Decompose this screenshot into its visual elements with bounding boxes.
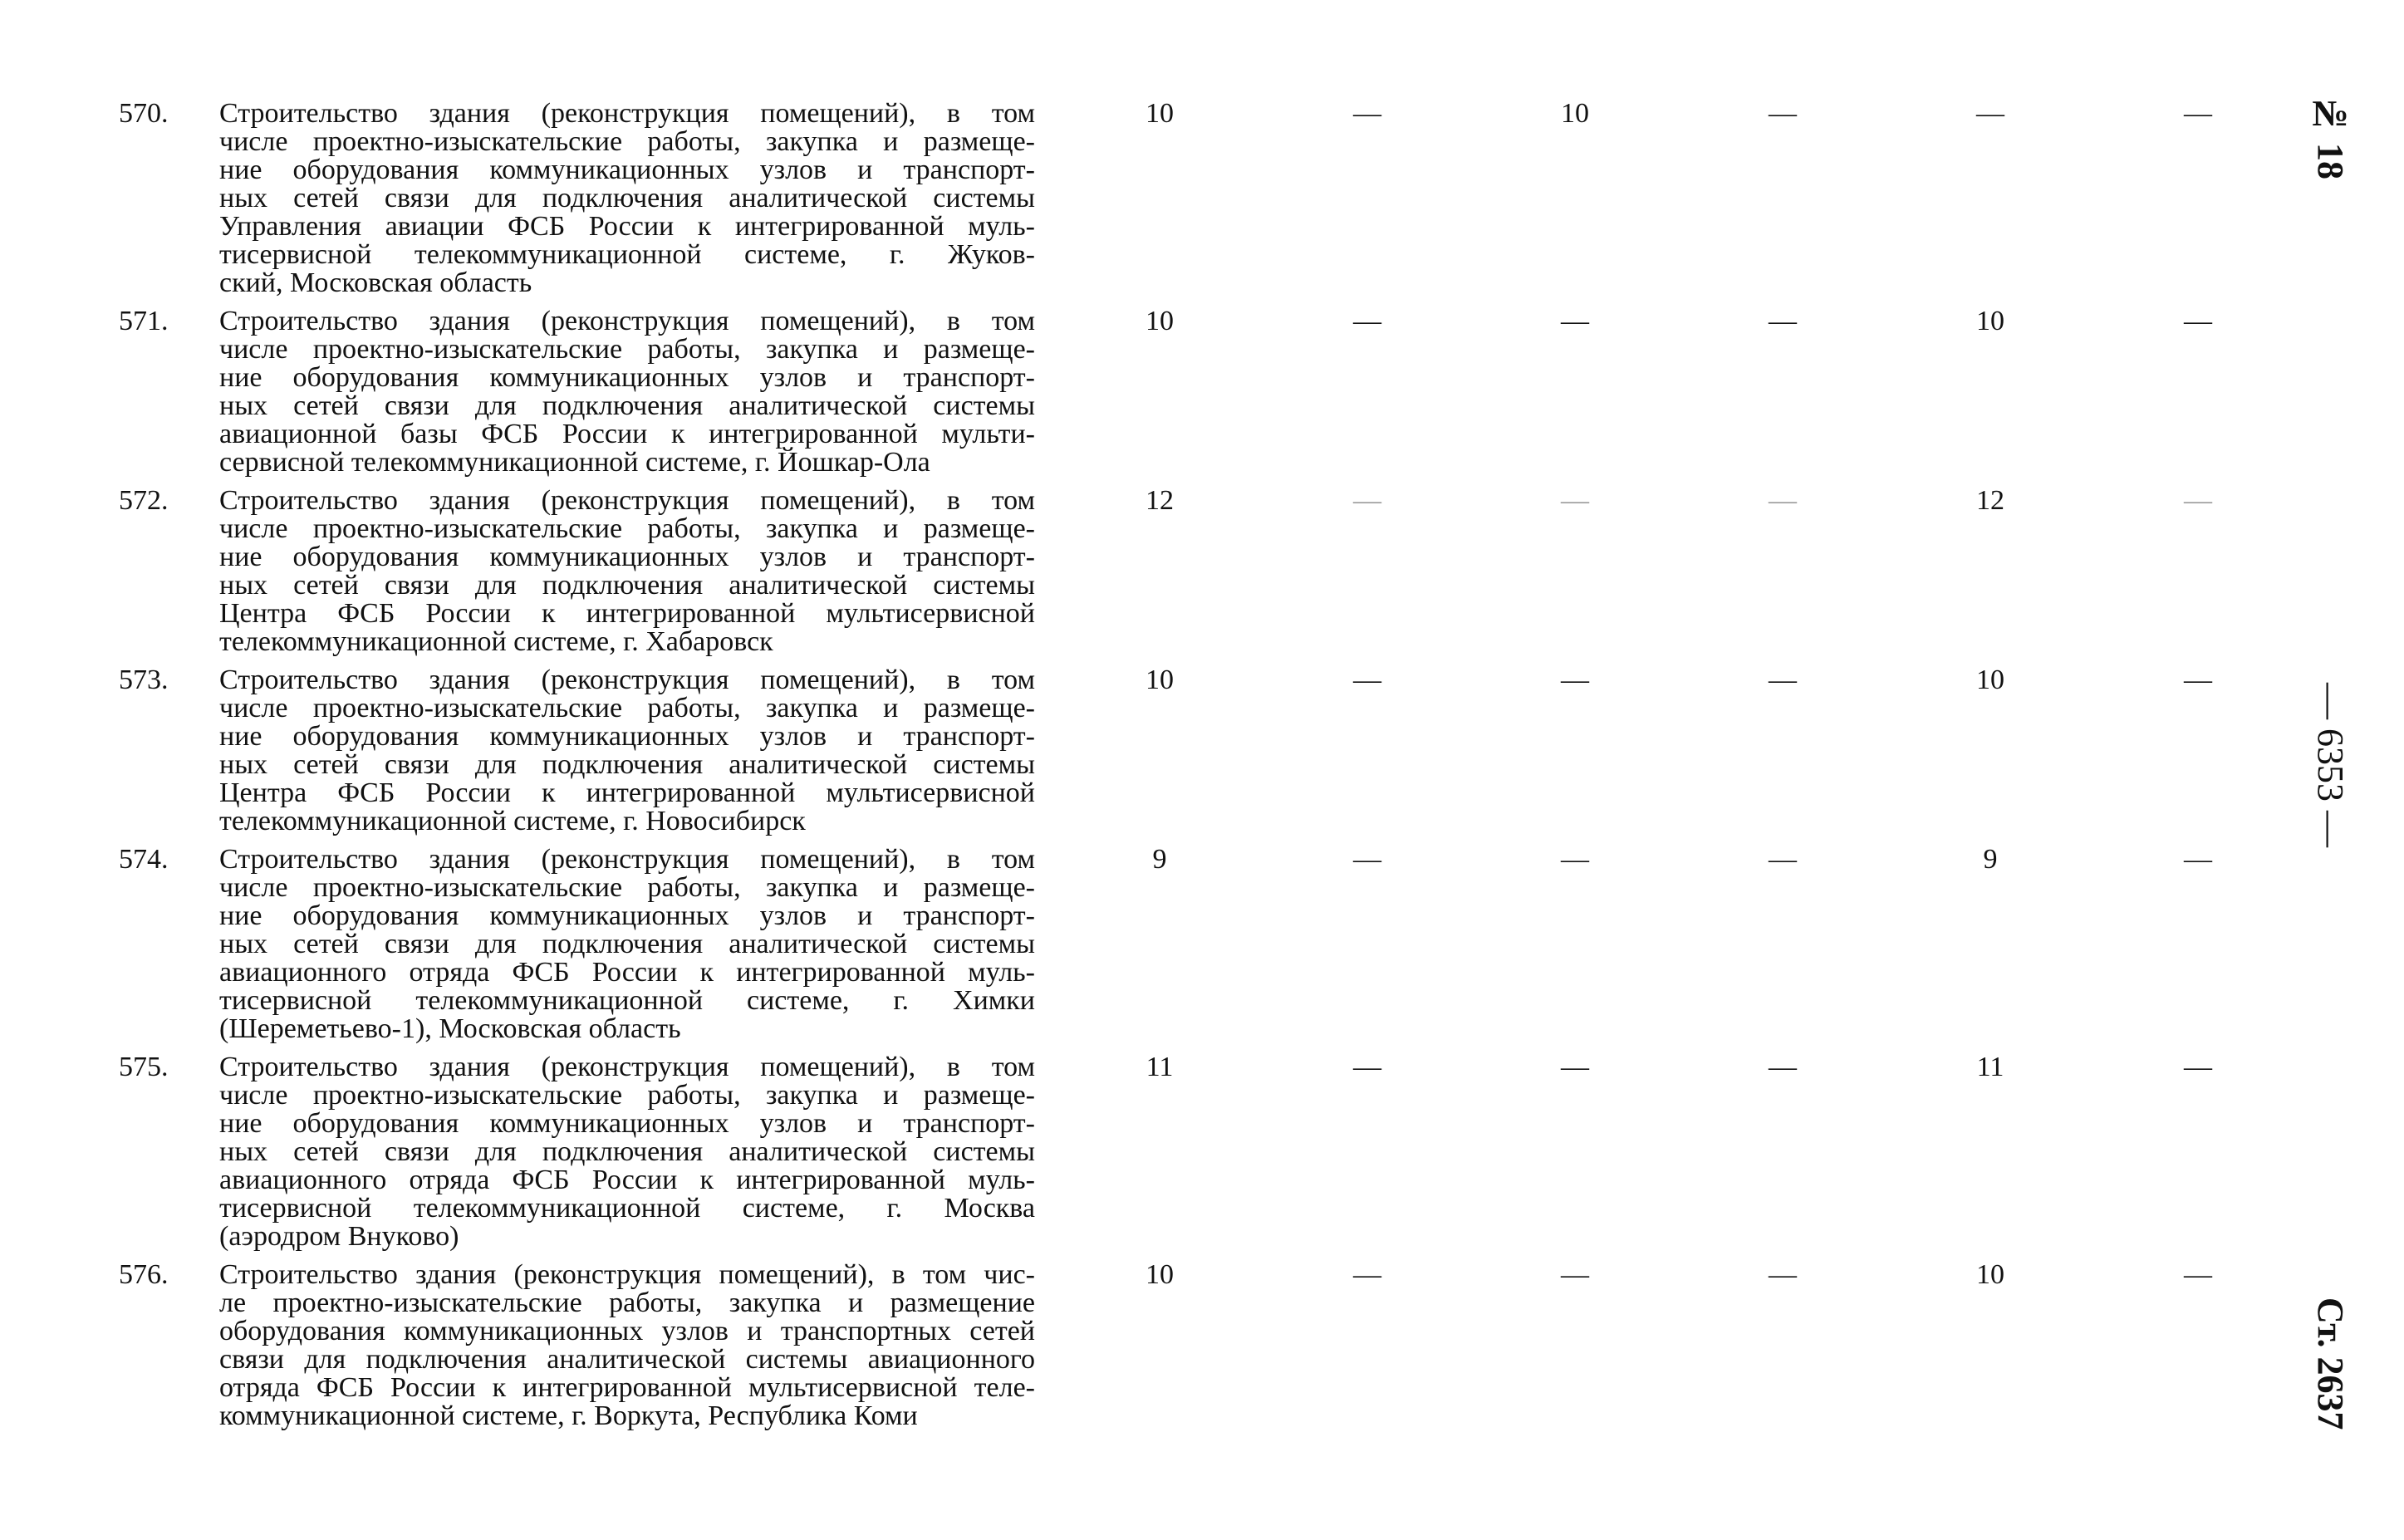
cell-col6: — — [2184, 98, 2212, 129]
description-line: ние оборудования коммуникационных узлов и транспорт- — [219, 542, 1035, 572]
description-line: телекоммуникационной системе, г. Новосибирск — [219, 806, 806, 836]
description-line: оборудования коммуникационных узлов и транспортных сетей — [219, 1316, 1035, 1346]
description-line: ние оборудования коммуникационных узлов и транспорт- — [219, 900, 1035, 931]
cell-col1: 10 — [1146, 306, 1174, 336]
entry-description — [219, 1053, 1035, 1251]
cell-col6: — — [2184, 1052, 2212, 1082]
description-line: Строительство здания (реконструкция помещений), в том чис- — [219, 1259, 1035, 1290]
entry-description — [219, 307, 1035, 477]
description-line: ных сетей связи для подключения аналитической системы — [219, 183, 1035, 213]
cell-col2: — — [1353, 306, 1381, 336]
entry-description — [219, 100, 1035, 297]
cell-col5: 9 — [1983, 844, 1998, 875]
cell-col3: — — [1561, 665, 1589, 695]
entry-number: 576. — [119, 1259, 169, 1290]
description-line: Строительство здания (реконструкция помещений), в том — [219, 485, 1035, 516]
cell-col4: — — [1769, 1052, 1797, 1082]
description-line: ние оборудования коммуникационных узлов и транспорт- — [219, 721, 1035, 752]
description-line: ле проектно-изыскательские работы, закупка и размещение — [219, 1287, 1035, 1318]
cell-col4: — — [1769, 98, 1797, 129]
cell-col3: — — [1561, 1259, 1589, 1290]
description-line: (Шереметьево-1), Московская область — [219, 1013, 681, 1044]
cell-col1: 9 — [1152, 844, 1167, 875]
description-line: авиационного отряда ФСБ России к интегрированной муль- — [219, 1165, 1035, 1195]
description-line: Строительство здания (реконструкция помещений), в том — [219, 665, 1035, 695]
cell-col2: — — [1353, 98, 1381, 129]
description-line: ние оборудования коммуникационных узлов и транспорт- — [219, 154, 1035, 185]
cell-col5: — — [1976, 98, 2004, 129]
cell-col2: — — [1353, 844, 1381, 875]
cell-col5: 12 — [1976, 485, 2004, 516]
description-line: ский, Московская область — [219, 267, 532, 298]
cell-col6: — — [2184, 1259, 2212, 1290]
description-line: числе проектно-изыскательские работы, закупка и размеще- — [219, 1080, 1035, 1111]
cell-col1: 12 — [1146, 485, 1174, 516]
description-line: тисервисной телекоммуникационной системе, г. Москва — [219, 1193, 1035, 1224]
description-line: Строительство здания (реконструкция помещений), в том — [219, 1052, 1035, 1082]
cell-col3: — — [1561, 844, 1589, 875]
description-line: числе проектно-изыскательские работы, закупка и размеще- — [219, 693, 1035, 723]
cell-col3: — — [1561, 485, 1589, 516]
description-line: телекоммуникационной системе, г. Хабаровск — [219, 626, 773, 657]
description-line: авиационной базы ФСБ России к интегрированной мульти- — [219, 419, 1035, 449]
cell-col2: — — [1353, 485, 1381, 516]
description-line: Строительство здания (реконструкция помещений), в том — [219, 306, 1035, 336]
description-line: тисервисной телекоммуникационной системе, г. Химки — [219, 985, 1035, 1016]
page-number: — 6353 — — [2310, 683, 2351, 847]
entry-number: 570. — [119, 98, 169, 129]
cell-col4: — — [1769, 306, 1797, 336]
cell-col2: — — [1353, 1052, 1381, 1082]
cell-col3: — — [1561, 1052, 1589, 1082]
entry-description — [219, 846, 1035, 1043]
description-line: числе проектно-изыскательские работы, закупка и размеще- — [219, 126, 1035, 157]
cell-col5: 11 — [1976, 1052, 2004, 1082]
description-line: ных сетей связи для подключения аналитической системы — [219, 390, 1035, 421]
cell-col4: — — [1769, 844, 1797, 875]
description-line: ных сетей связи для подключения аналитической системы — [219, 1136, 1035, 1167]
entry-number: 572. — [119, 485, 169, 516]
entry-number: 575. — [119, 1052, 169, 1082]
cell-col5: 10 — [1976, 1259, 2004, 1290]
entry-description — [219, 666, 1035, 836]
description-line: тисервисной телекоммуникационной системе, г. Жуков- — [219, 239, 1035, 270]
cell-col1: 10 — [1146, 98, 1174, 129]
cell-col1: 10 — [1146, 665, 1174, 695]
cell-col3: — — [1561, 306, 1589, 336]
description-line: коммуникационной системе, г. Воркута, Республика Коми — [219, 1400, 918, 1431]
description-line: авиационного отряда ФСБ России к интегрированной муль- — [219, 957, 1035, 988]
cell-col3: 10 — [1561, 98, 1589, 129]
entry-number: 574. — [119, 844, 169, 875]
description-line: ных сетей связи для подключения аналитической системы — [219, 570, 1035, 601]
description-line: отряда ФСБ России к интегрированной мультисервисной теле- — [219, 1372, 1035, 1403]
description-line: ние оборудования коммуникационных узлов и транспорт- — [219, 362, 1035, 393]
cell-col1: 10 — [1146, 1259, 1174, 1290]
description-line: Центра ФСБ России к интегрированной мультисервисной — [219, 598, 1035, 629]
issue-number: № 18 — [2310, 93, 2351, 179]
cell-col4: — — [1769, 485, 1797, 516]
description-line: Управления авиации ФСБ России к интегрированной муль- — [219, 211, 1035, 242]
description-line: (аэродром Внуково) — [219, 1221, 459, 1252]
description-line: Центра ФСБ России к интегрированной мультисервисной — [219, 777, 1035, 808]
description-line: Строительство здания (реконструкция помещений), в том — [219, 844, 1035, 875]
cell-col1: 11 — [1146, 1052, 1174, 1082]
entry-number: 571. — [119, 306, 169, 336]
cell-col2: — — [1353, 665, 1381, 695]
cell-col4: — — [1769, 1259, 1797, 1290]
description-line: числе проектно-изыскательские работы, закупка и размеще- — [219, 513, 1035, 544]
description-line: Строительство здания (реконструкция помещений), в том — [219, 98, 1035, 129]
entry-number: 573. — [119, 665, 169, 695]
description-line: ние оборудования коммуникационных узлов и транспорт- — [219, 1108, 1035, 1139]
description-line: связи для подключения аналитической системы авиационного — [219, 1344, 1035, 1375]
cell-col6: — — [2184, 665, 2212, 695]
description-line: числе проектно-изыскательские работы, закупка и размеще- — [219, 334, 1035, 365]
entry-description — [219, 487, 1035, 656]
cell-col6: — — [2184, 485, 2212, 516]
description-line: сервисной телекоммуникационной системе, г. Йошкар-Ола — [219, 447, 930, 478]
cell-col6: — — [2184, 306, 2212, 336]
description-line: ных сетей связи для подключения аналитической системы — [219, 929, 1035, 959]
cell-col5: 10 — [1976, 665, 2004, 695]
description-line: числе проектно-изыскательские работы, закупка и размеще- — [219, 872, 1035, 903]
cell-col5: 10 — [1976, 306, 2004, 336]
cell-col6: — — [2184, 844, 2212, 875]
description-line: ных сетей связи для подключения аналитической системы — [219, 749, 1035, 780]
cell-col2: — — [1353, 1259, 1381, 1290]
cell-col4: — — [1769, 665, 1797, 695]
article-reference: Ст. 2637 — [2310, 1297, 2351, 1430]
entry-description — [219, 1261, 1035, 1430]
